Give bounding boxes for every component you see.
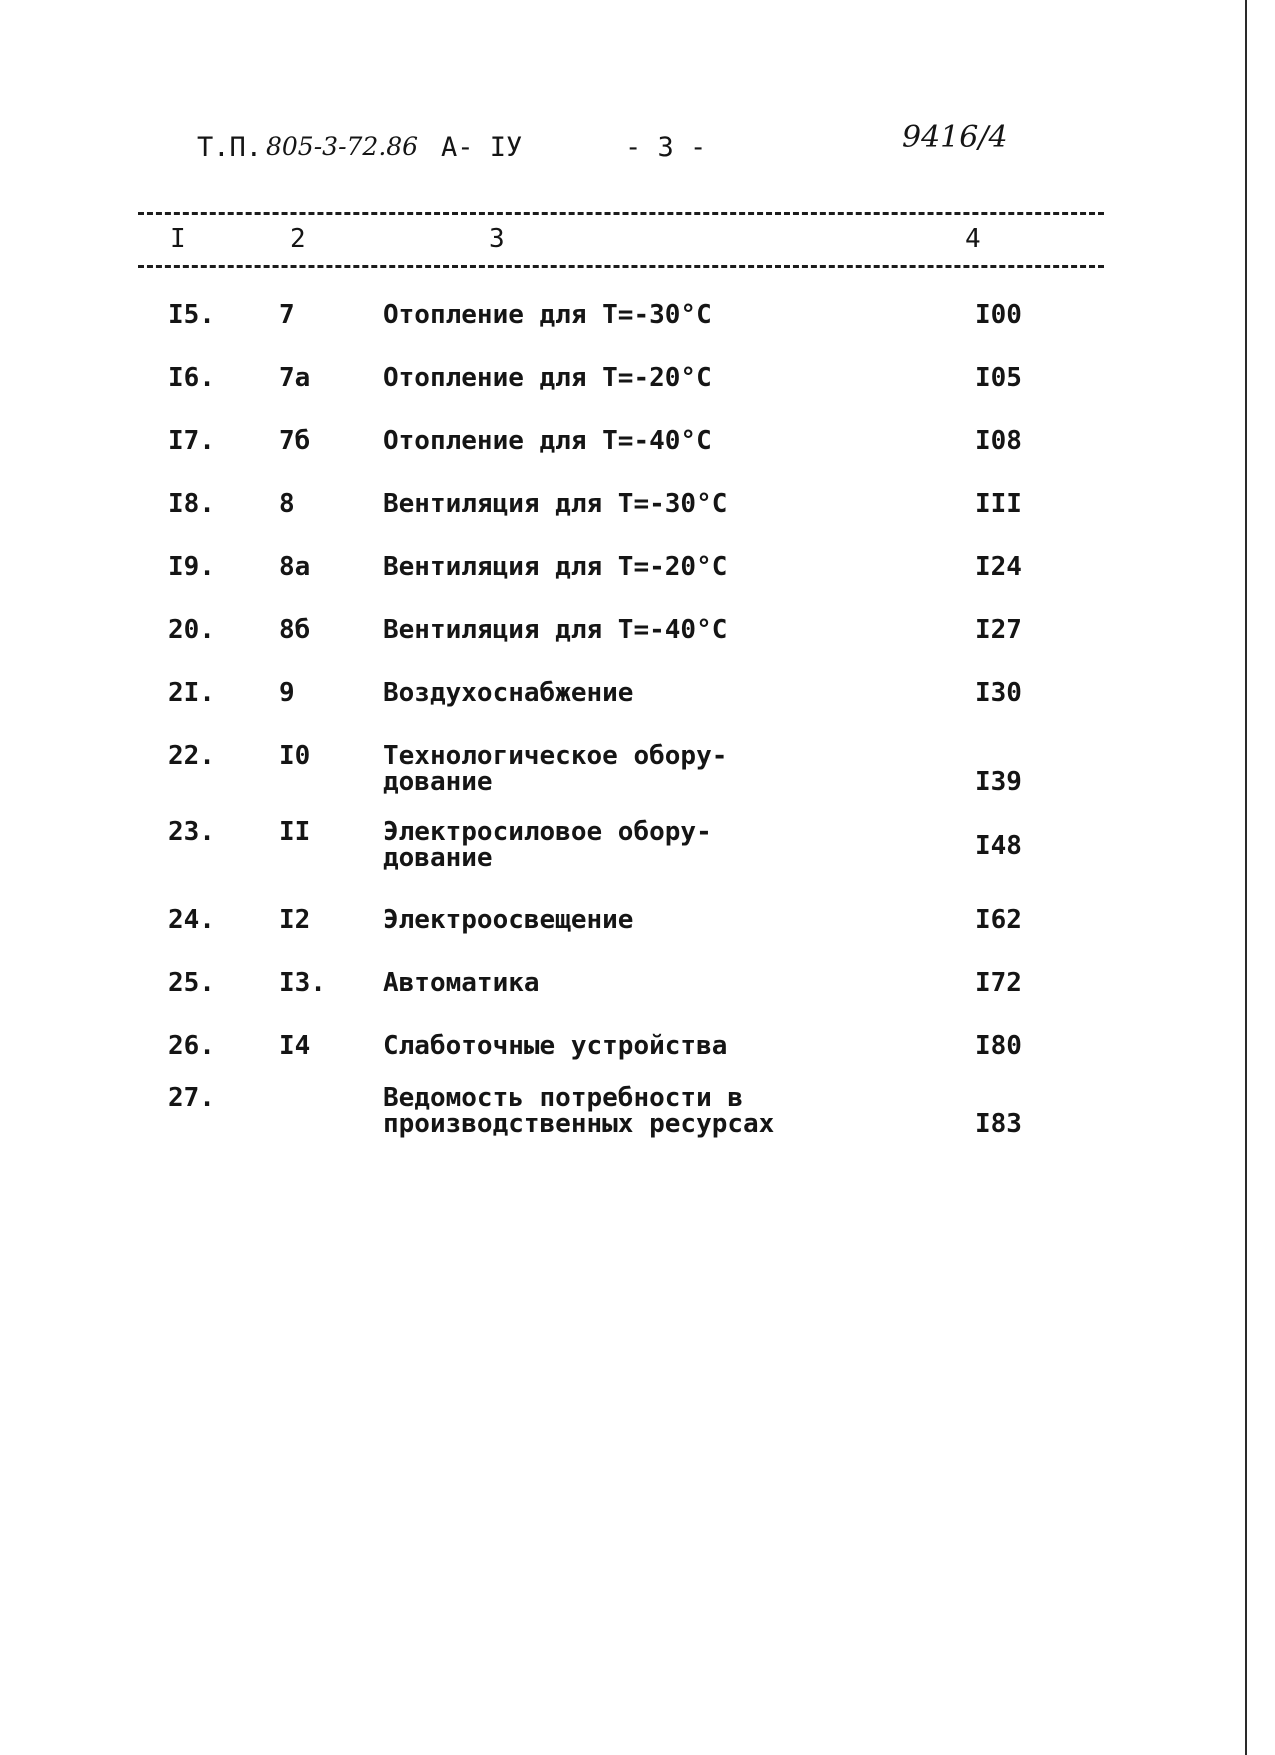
row-title: Электроосвещение bbox=[383, 905, 634, 935]
page-edge-line bbox=[1245, 0, 1247, 1755]
row-number: 26. bbox=[168, 1031, 215, 1061]
row-page: III bbox=[975, 489, 1022, 519]
project-prefix: Т.П. bbox=[197, 132, 263, 163]
row-title: Отопление для Т=-30°С bbox=[383, 300, 712, 330]
row-number: 2I. bbox=[168, 678, 215, 708]
table-header-rule bbox=[138, 265, 1104, 268]
row-page: I83 bbox=[975, 1109, 1022, 1139]
album-number: А- IУ bbox=[441, 132, 523, 163]
row-section: I2 bbox=[279, 905, 311, 935]
handwritten-stamp: 9416/4 bbox=[902, 120, 1008, 155]
row-number: I8. bbox=[168, 489, 215, 519]
row-title: Электросиловое обору- дование bbox=[383, 817, 712, 873]
row-title: Вентиляция для Т=-20°С bbox=[383, 552, 728, 582]
column-header-1: I bbox=[170, 224, 186, 254]
row-number: 24. bbox=[168, 905, 215, 935]
row-section: 9 bbox=[279, 678, 295, 708]
row-page: I00 bbox=[975, 300, 1022, 330]
row-section: 8а bbox=[279, 552, 311, 582]
row-title: Технологическое обору- дование bbox=[383, 741, 728, 797]
page-number: - 3 - bbox=[625, 132, 707, 163]
row-page: I05 bbox=[975, 363, 1022, 393]
row-section: 7а bbox=[279, 363, 311, 393]
row-section: 7 bbox=[279, 300, 295, 330]
row-page: I39 bbox=[975, 767, 1022, 797]
row-page: I80 bbox=[975, 1031, 1022, 1061]
row-page: I27 bbox=[975, 615, 1022, 645]
row-title: Воздухоснабжение bbox=[383, 678, 634, 708]
row-number: 22. bbox=[168, 741, 215, 771]
row-title: Отопление для Т=-20°С bbox=[383, 363, 712, 393]
row-page: I08 bbox=[975, 426, 1022, 456]
row-number: I5. bbox=[168, 300, 215, 330]
row-number: I7. bbox=[168, 426, 215, 456]
column-header-2: 2 bbox=[290, 224, 306, 254]
row-title: Автоматика bbox=[383, 968, 540, 998]
row-title: Вентиляция для Т=-30°С bbox=[383, 489, 728, 519]
row-section: I0 bbox=[279, 741, 311, 771]
row-page: I30 bbox=[975, 678, 1022, 708]
column-header-4: 4 bbox=[965, 224, 981, 254]
row-section: I4 bbox=[279, 1031, 311, 1061]
row-title: Слаботочные устройства bbox=[383, 1031, 728, 1061]
row-number: I6. bbox=[168, 363, 215, 393]
row-page: I72 bbox=[975, 968, 1022, 998]
row-page: I62 bbox=[975, 905, 1022, 935]
row-section: 7б bbox=[279, 426, 311, 456]
column-header-3: 3 bbox=[489, 224, 505, 254]
row-title: Отопление для Т=-40°С bbox=[383, 426, 712, 456]
row-number: I9. bbox=[168, 552, 215, 582]
row-page: I48 bbox=[975, 831, 1022, 861]
row-number: 25. bbox=[168, 968, 215, 998]
row-number: 27. bbox=[168, 1083, 215, 1113]
row-title: Ведомость потребности в производственных ресурсах bbox=[383, 1083, 775, 1139]
row-section: I3. bbox=[279, 968, 326, 998]
row-section: 8б bbox=[279, 615, 311, 645]
row-title: Вентиляция для Т=-40°С bbox=[383, 615, 728, 645]
row-number: 20. bbox=[168, 615, 215, 645]
row-section: 8 bbox=[279, 489, 295, 519]
table-top-rule bbox=[138, 212, 1104, 215]
row-page: I24 bbox=[975, 552, 1022, 582]
project-number: 805-3-72.86 bbox=[266, 132, 419, 161]
row-number: 23. bbox=[168, 817, 215, 847]
document-header bbox=[0, 120, 1275, 178]
row-section: II bbox=[279, 817, 311, 847]
